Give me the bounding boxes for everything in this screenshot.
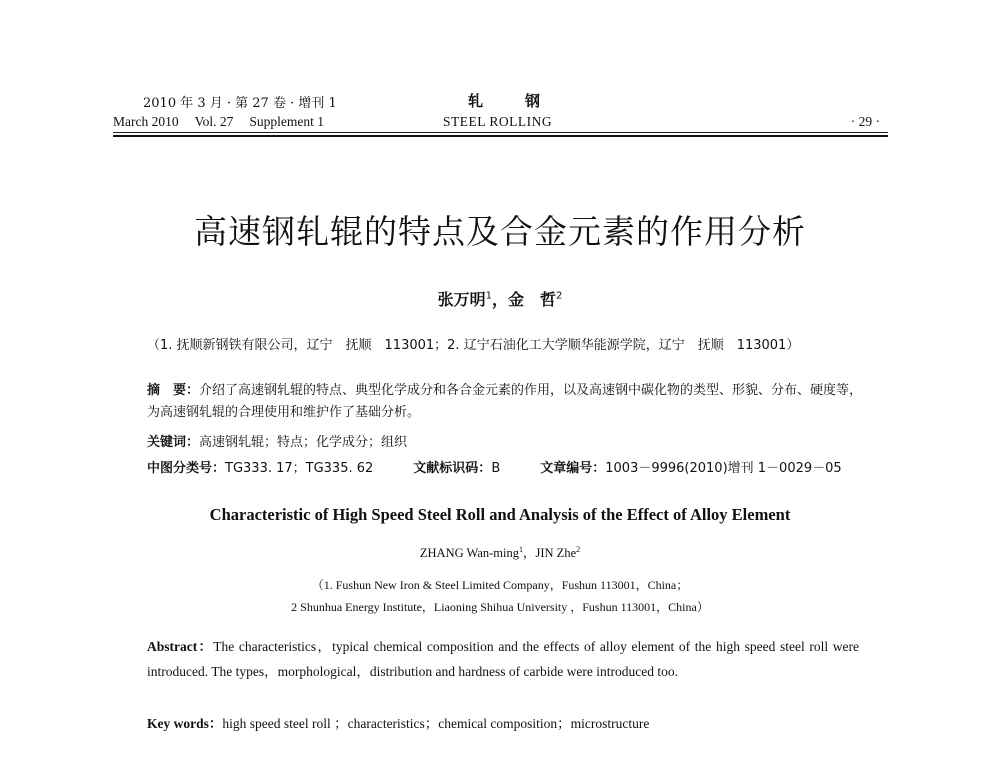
keywords-cn-label: 关键词： xyxy=(147,435,200,450)
header-rule-thick xyxy=(113,135,888,137)
article-title-en: Characteristic of High Speed Steel Roll and Analysis of the Effect of Alloy Element xyxy=(209,505,791,524)
doc-code-label: 文献标识码： xyxy=(413,461,492,476)
article-no-label: 文章编号： xyxy=(540,461,606,476)
affiliation-cn: （1. 抚顺新钢铁有限公司，辽宁 抚顺 113001；2. 辽宁石油化工大学顺华能源学院，辽宁 抚顺 113001） xyxy=(147,338,800,353)
abstract-en xyxy=(147,634,859,684)
authors-cn xyxy=(0,287,1000,310)
author-cn-2: 金 哲 xyxy=(508,290,557,309)
classification-line xyxy=(147,457,887,476)
author-en-1: ZHANG Wan-ming xyxy=(419,546,519,560)
page-number: · 29 · xyxy=(850,114,880,129)
doc-code-value: B xyxy=(491,461,501,476)
article-no-value: 1003－9996(2010)增刊 1－0029－05 xyxy=(605,461,842,476)
running-header xyxy=(113,86,888,146)
abstract-en-label: Abstract： xyxy=(147,639,214,654)
keywords-cn-text: 高速钢轧辊；特点；化学成分；组织 xyxy=(199,435,408,450)
classification-label: 中图分类号： xyxy=(147,461,226,476)
supplement-en: Supplement 1 xyxy=(249,114,324,129)
author-en-1-sup: 1 xyxy=(518,544,523,554)
abstract-en-text: The characteristics，typical chemical composition and the effects of alloy element of the high speed steel roll were introduced. The types，morphological，distribution and hardness of carbide were introduced too. xyxy=(147,639,859,679)
header-row-en xyxy=(113,114,888,134)
date-en: March 2010 xyxy=(113,114,179,129)
issue-en xyxy=(113,114,340,130)
affiliation-en-2: 2 Shunhua Energy Institute，Liaoning Shihua University ，Fushun 113001，China） xyxy=(291,600,709,614)
header-rule-thin xyxy=(113,132,888,133)
authors-en xyxy=(0,543,1000,561)
author-en-2: JIN Zhe xyxy=(535,546,577,560)
classification-value: TG333. 17；TG335. 62 xyxy=(225,461,374,476)
abstract-cn-label: 摘 要： xyxy=(147,383,200,398)
author-separator-cn: ， xyxy=(491,290,508,309)
journal-name-en: STEEL ROLLING xyxy=(443,114,553,129)
author-en-2-sup: 2 xyxy=(576,544,581,554)
keywords-cn xyxy=(147,431,867,450)
affiliation-en-1: （1. Fushun New Iron & Steel Limited Company，Fushun 113001，China； xyxy=(311,578,689,592)
keywords-en-label: Key words： xyxy=(147,716,223,731)
abstract-cn-text: 介绍了高速钢轧辊的特点、典型化学成分和各合金元素的作用，以及高速钢中碳化物的类型、形貌、分布、硬度等，为高速钢轧辊的合理使用和维护作了基础分析。 xyxy=(147,383,863,420)
keywords-en-text: high speed steel roll ；characteristics；chemical composition；microstructure xyxy=(222,716,650,731)
author-separator-en: ， xyxy=(522,546,536,560)
header-row-cn xyxy=(113,92,888,112)
article-title-cn: 高速钢轧辊的特点及合金元素的作用分析 xyxy=(194,212,806,251)
author-cn-2-sup: 2 xyxy=(556,290,563,302)
volume-en: Vol. 27 xyxy=(194,114,234,129)
issue-cn: 2010 年 3 月 · 第 27 卷 · 增刊 1 xyxy=(143,96,337,111)
author-cn-1: 张万明 xyxy=(437,290,486,309)
author-cn-1-sup: 1 xyxy=(485,290,492,302)
journal-name-cn: 轧钢 xyxy=(468,92,583,110)
abstract-cn xyxy=(147,380,867,424)
keywords-en xyxy=(147,712,859,732)
